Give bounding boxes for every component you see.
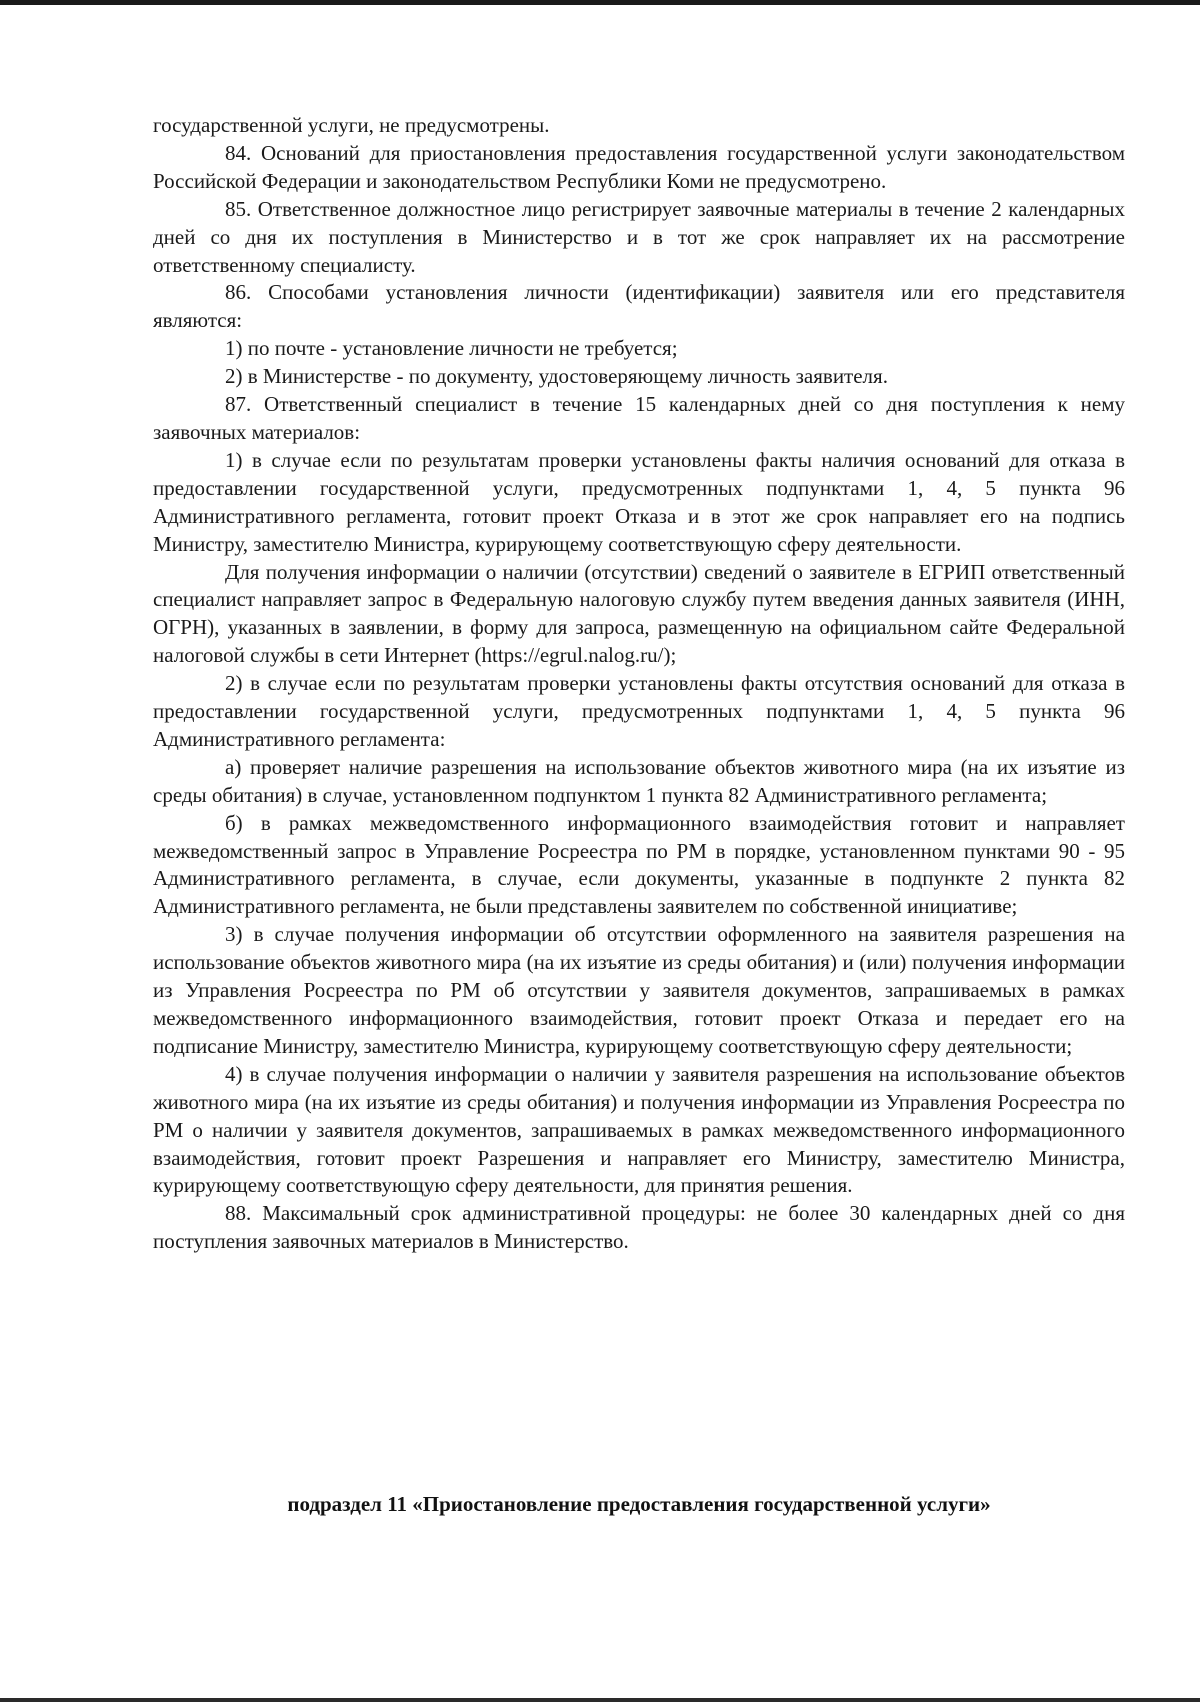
paragraph-87-item-1: 1) в случае если по результатам проверки установлены факты наличия оснований для отказа в предоставлении государственной услуги, предусмотренных подпунктами 1, 4, 5 пункта 96 Административного регламента, готовит проект Отказа и в этот же срок направляет его на подпись Министру, заместителю Министра, курирующему соответствующую сферу деятельности. (153, 447, 1125, 556)
paragraph-87: 87. Ответственный специалист в течение 15 календарных дней со дня поступления к нему заявочных материалов: (153, 392, 1125, 444)
paragraph-86: 86. Способами установления личности (идентификации) заявителя или его представителя являются: (153, 280, 1125, 333)
paragraph-87-item-3: 3) в случае получения информации об отсутствии оформленного на заявителя разрешения на использование объектов животного мира (на их изъятие из среды обитания) и (или) получения информации из Управления Росреестра по РМ об отсутствии у заявителя документов, запрашиваемых в рамках межведомственного информационного взаимодействия, готовит проект Отказа и передает его на подписание Министру, заместителю Министра, курирующему соответствующую сферу деятельности; (153, 922, 1125, 1058)
paragraph-continuation: государственной услуги, не предусмотрены. (153, 113, 550, 137)
paragraph-87-egrip-note: Для получения информации о наличии (отсутствии) сведений о заявителе в ЕГРИП ответственный специалист направляет запрос в Федеральную налоговую службу путем введения данных заявителя (ИНН, ОГРН), указанных в заявлении, в форму для запроса, размещенную на официальном сайте Федеральной налоговой службы в сети Интернет (https://egrul.nalog.ru/); (153, 559, 1125, 668)
paragraph-86-item-1: 1) по почте - установление личности не требуется; (225, 336, 678, 361)
subsection-heading: подраздел 11 «Приостановление предоставления государственной услуги» (287, 1492, 991, 1516)
paragraph-87-item-2-a: а) проверяет наличие разрешения на использование объектов животного мира (на их изъятие из среды обитания) в случае, установленном подпунктом 1 пункта 82 Административного регламента; (153, 754, 1125, 807)
scan-bottom-edge (0, 1698, 1200, 1702)
paragraph-87-item-2: 2) в случае если по результатам проверки установлены факты отсутствия оснований для отказа в предоставлении государственной услуги, предусмотренных подпунктами 1, 4, 5 пункта 96 Административного регламента: (153, 671, 1125, 751)
paragraph-87-item-4: 4) в случае получения информации о наличии у заявителя разрешения на использование объектов животного мира (на их изъятие из среды обитания) и получения информации из Управления Росреестра по РМ о наличии у заявителя документов, запрашиваемых в рамках межведомственного информационного взаимодействия, готовит проект Разрешения и направляет его Министру, заместителю Министра, курирующему соответствующую сферу деятельности, для принятия решения. (153, 1061, 1125, 1198)
paragraph-87-item-2-b: б) в рамках межведомственного информационного взаимодействия готовит и направляет межведомственный запрос в Управление Росреестра по РМ в порядке, установленном пунктами 90 - 95 Административного регламента, в случае, если документы, указанные в подпункте 2 пункта 82 Административного регламента, не были представлены заявителем по собственной инициативе; (153, 810, 1125, 919)
paragraph-86-item-2: 2) в Министерстве - по документу, удостоверяющему личность заявителя. (225, 364, 888, 389)
document-body (153, 112, 1125, 1256)
paragraph-88: 88. Максимальный срок административной процедуры: не более 30 календарных дней со дня поступления заявочных материалов в Министерство. (153, 1201, 1125, 1254)
paragraph-85: 85. Ответственное должностное лицо регистрирует заявочные материалы в течение 2 календарных дней со дня их поступления в Министерство и в тот же срок направляет их на рассмотрение ответственному специалисту. (153, 196, 1125, 277)
scan-top-edge (0, 0, 1200, 5)
paragraph-84: 84. Оснований для приостановления предоставления государственной услуги законодательством Российской Федерации и законодательством Республики Коми не предусмотрено. (153, 140, 1125, 193)
